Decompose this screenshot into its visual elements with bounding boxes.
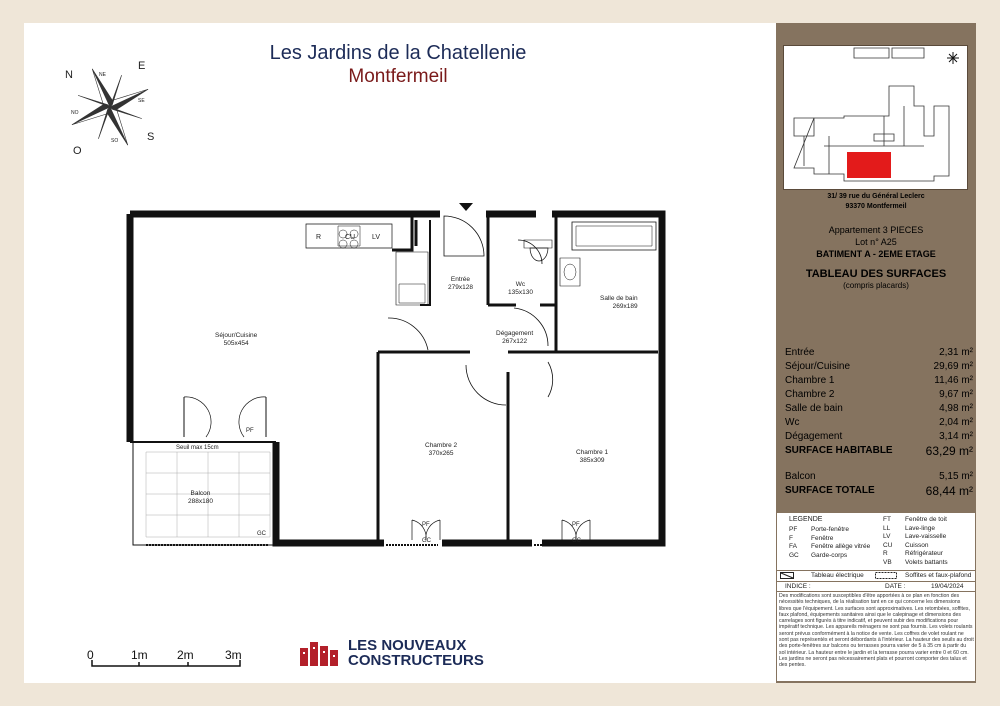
surface-row: Wc 2,04 m² [785, 417, 973, 428]
scale-3m: 3m [225, 648, 242, 662]
room-sdb: Salle de bain 269x189 [600, 295, 638, 310]
surface-balcon: Balcon 5,15 m² [785, 471, 973, 482]
surface-row: Chambre 1 11,46 m² [785, 375, 973, 386]
compass-no: NO [71, 110, 79, 116]
compass-se: SE [138, 98, 145, 104]
compass-ne: NE [99, 72, 106, 78]
surface-row: Dégagement 3,14 m² [785, 431, 973, 442]
surface-habitable: SURFACE HABITABLE 63,29 m² [785, 444, 973, 458]
address: 31/ 39 rue du Général Leclerc 93370 Montfermeil [827, 193, 925, 210]
compass-o: O [73, 145, 82, 157]
surface-row: Chambre 2 9,67 m² [785, 389, 973, 400]
surfaces-heading: TABLEAU DES SURFACES (compris placards) [805, 268, 947, 290]
legend-date: 19/04/2024 [931, 583, 964, 590]
room-chambre1: Chambre 1 385x309 [576, 449, 609, 464]
scale-line [90, 658, 250, 668]
compass-e: E [138, 60, 146, 72]
scale-0: 0 [87, 648, 94, 662]
tag-seuil: Seuil max 15cm [176, 445, 219, 451]
surface-row: Salle de bain 4,98 m² [785, 403, 973, 414]
compass-so: SO [111, 138, 119, 144]
room-wc: Wc 135x130 [508, 281, 533, 296]
electric-panel-icon [780, 572, 794, 579]
legend-right: FT Fenêtre de toit LL Lave-linge LV Lave-vaisselle CU Cuisson R Réfrigérateur VB Volets battants [883, 516, 948, 566]
project-city: Montfermeil [348, 66, 448, 87]
legend-tableau: Tableau électrique [811, 572, 864, 579]
tag-r: R [316, 234, 322, 241]
room-balcon: Balcon 288x180 [188, 490, 213, 505]
surface-row: Entrée 2,31 m² [785, 347, 973, 358]
key-plan [783, 45, 968, 190]
tag-gc-ch1: GC [572, 538, 581, 544]
surface-row: Séjour/Cuisine 29,69 m² [785, 361, 973, 372]
brand-name: LES NOUVEAUX CONSTRUCTEURS [348, 637, 484, 669]
room-degagement: Dégagement 267x122 [496, 330, 534, 345]
apartment-info: Appartement 3 PIECES Lot n° A25 BATIMENT A - 2EME ETAGE [816, 225, 936, 259]
tag-pf-sejour: PF [246, 428, 254, 434]
compass-n: N [65, 69, 73, 81]
legend-date-label: DATE : [885, 583, 906, 590]
legend-title: LEGENDE [789, 516, 823, 523]
legend-left: PF Porte-fenêtre F Fenêtre FA Fenêtre allège vitrée GC Garde-corps [789, 526, 871, 559]
tag-cu: CU [345, 234, 356, 241]
room-sejour: Séjour/Cuisine 505x454 [215, 332, 258, 347]
tag-gc-balcon: GC [257, 531, 266, 537]
scale-1m: 1m [131, 648, 148, 662]
room-chambre2: Chambre 2 370x265 [425, 442, 458, 457]
legend-box [776, 512, 976, 682]
tag-lv: LV [372, 234, 381, 241]
key-plan-drawing [784, 46, 967, 189]
scale-2m: 2m [177, 648, 194, 662]
soffites-icon [875, 572, 897, 579]
compass-s: S [147, 131, 155, 143]
room-entree: Entrée 279x128 [448, 276, 473, 291]
tag-pf-ch1: PF [572, 522, 580, 528]
legal-disclaimer: Des modifications sont susceptibles d'être apportées à ce plan en fonction des nécessités techniques, de la réalisation tant en ce qui concerne les dimensions libres que l'équipement. Les surfaces sont approximatives. Les retombées, soffites, faux plafond, équipements sanitaires ainsi que le calepinage et dimensions des carrelages sont figurés à titre indicatif, et peuvent subir des modifications pour impératif technique. Les appareils ménagers ne sont pas fournis. Les volets roulants seront prévus conformément à la notice de vente. Les coffres de volet roulant ne sont pas représentés et seront débordants à l'intérieur. La hauteur des seuils au droit des porte-fenêtres sur balcons ou terrasses pourra varier de 5 à 35 cm à partir du sol intérieur. La hauteur entre le jardin et la terrasse pourra varier entre 0 et 60 cm. Les jardins ne seront pas nécessairement plats et pourront comporter des talus et des pentes. [779, 593, 974, 669]
tag-pf-ch2: PF [422, 522, 430, 528]
legend-indice: INDICE : [785, 583, 811, 590]
project-title: Les Jardins de la Chatellenie [269, 42, 527, 64]
brand-logo-icon [298, 638, 344, 668]
legend-soffites: Soffites et faux-plafond [905, 572, 972, 579]
tag-gc-ch2: GC [422, 538, 431, 544]
surfaces-table [785, 346, 973, 498]
surface-totale: SURFACE TOTALE 68,44 m² [785, 484, 973, 498]
